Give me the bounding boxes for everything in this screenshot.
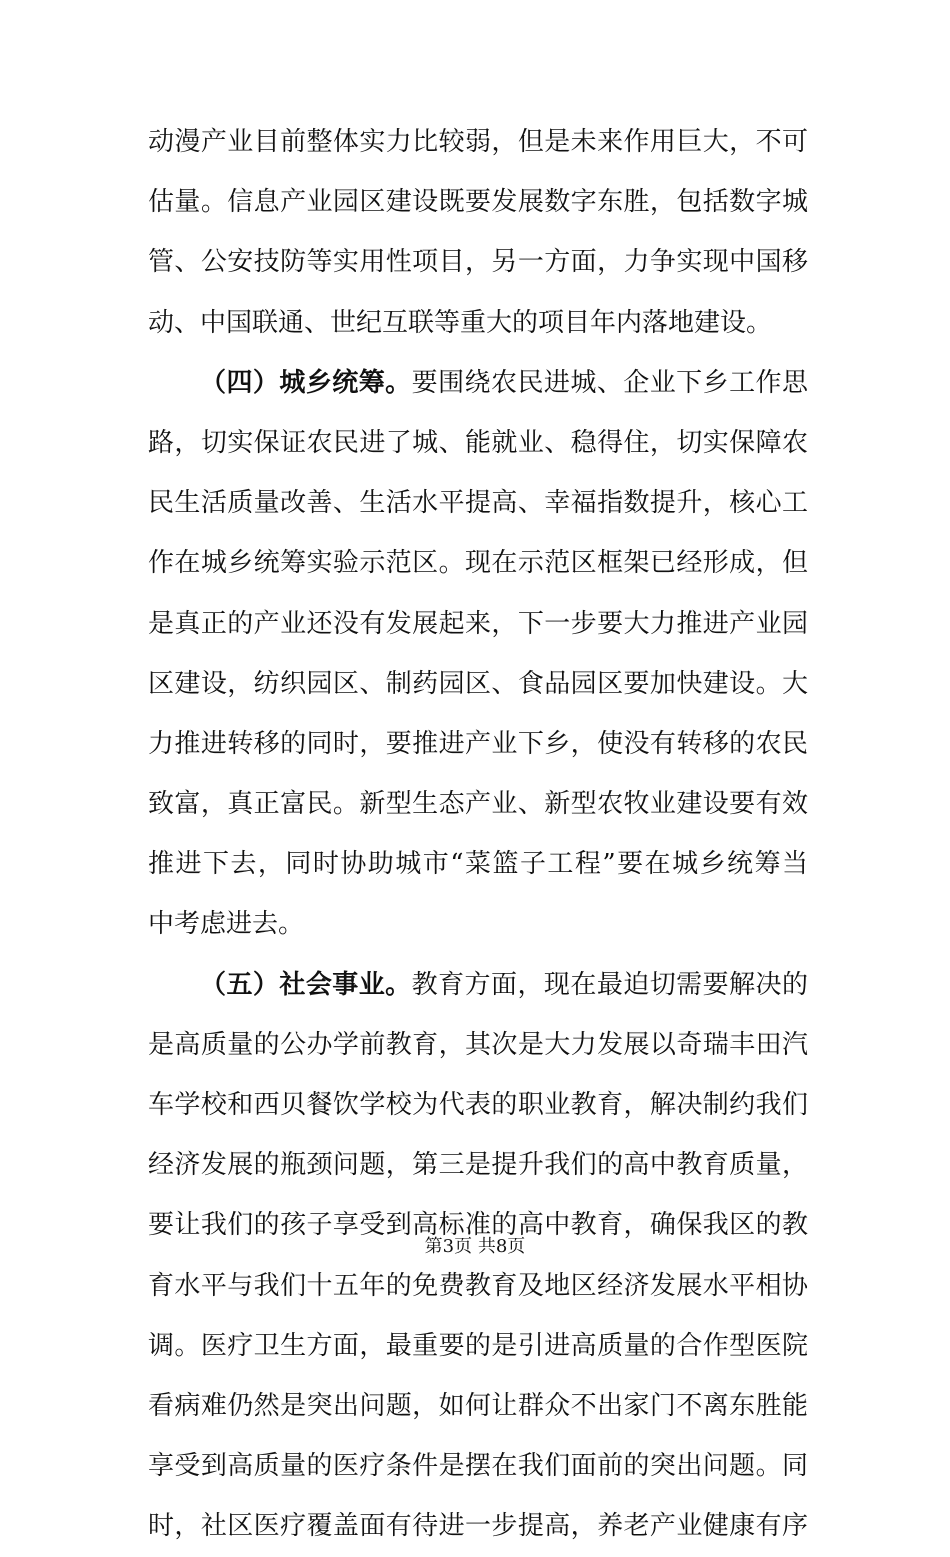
section-heading-social-affairs: （五）社会事业。 xyxy=(200,969,412,1000)
text-line: 要让我们的孩子享受到高标准的高中教育，确保我区的教 xyxy=(148,1210,808,1241)
text-line: 路，切实保证农民进了城、能就业、稳得住，切实保障农 xyxy=(148,427,808,458)
text-line: 民生活质量改善、生活水平提高、幸福指数提升，核心工 xyxy=(148,488,808,519)
page-footer xyxy=(0,1232,950,1258)
text-line: 动、中国联通、世纪互联等重大的项目年内落地建设。 xyxy=(148,307,773,338)
paragraph-first-line xyxy=(148,955,808,1015)
body-text xyxy=(148,112,808,1557)
section-heading-urban-rural: （四）城乡统筹。 xyxy=(200,367,412,398)
text-line: 作在城乡统筹实验示范区。现在示范区框架已经形成，但 xyxy=(148,548,808,579)
text-line: 经济发展的瓶颈问题，第三是提升我们的高中教育质量， xyxy=(148,1150,808,1181)
paragraph-first-line xyxy=(148,353,808,413)
text-span: 要围绕农民进城、企业下乡工作思 xyxy=(411,367,808,398)
text-line: 致富，真正富民。新型生态产业、新型农牧业建设要有效 xyxy=(148,789,808,820)
text-line: 是真正的产业还没有发展起来，下一步要大力推进产业园 xyxy=(148,608,808,639)
text-line: 调。医疗卫生方面，最重要的是引进高质量的合作型医院 xyxy=(148,1330,808,1361)
text-line: 时，社区医疗覆盖面有待进一步提高，养老产业健康有序 xyxy=(148,1511,808,1542)
text-line: 动漫产业目前整体实力比较弱，但是未来作用巨大，不可 xyxy=(148,127,808,157)
text-line: 力推进转移的同时，要推进产业下乡，使没有转移的农民 xyxy=(148,728,808,759)
text-line: 推进下去，同时协助城市“菜篮子工程”要在城乡统筹当 xyxy=(148,849,808,880)
text-line: 中考虑进去。 xyxy=(148,909,305,940)
text-line: 估量。信息产业园区建设既要发展数字东胜，包括数字城 xyxy=(148,187,808,218)
text-line: 育水平与我们十五年的免费教育及地区经济发展水平相协 xyxy=(148,1270,808,1301)
text-line: 看病难仍然是突出问题，如何让群众不出家门不离东胜能 xyxy=(148,1390,808,1421)
text-line: 享受到高质量的医疗条件是摆在我们面前的突出问题。同 xyxy=(148,1451,808,1482)
text-span: 教育方面，现在最迫切需要解决的 xyxy=(411,969,808,1000)
page-number-label: 第3页 共8页 xyxy=(424,1236,526,1257)
text-line: 区建设，纺织园区、制药园区、食品园区要加快建设。大 xyxy=(148,668,808,699)
text-line: 管、公安技防等实用性项目，另一方面，力争实现中国移 xyxy=(148,247,808,278)
text-line: 车学校和西贝餐饮学校为代表的职业教育，解决制约我们 xyxy=(148,1090,808,1120)
text-line: 是高质量的公办学前教育，其次是大力发展以奇瑞丰田汽 xyxy=(148,1029,808,1060)
